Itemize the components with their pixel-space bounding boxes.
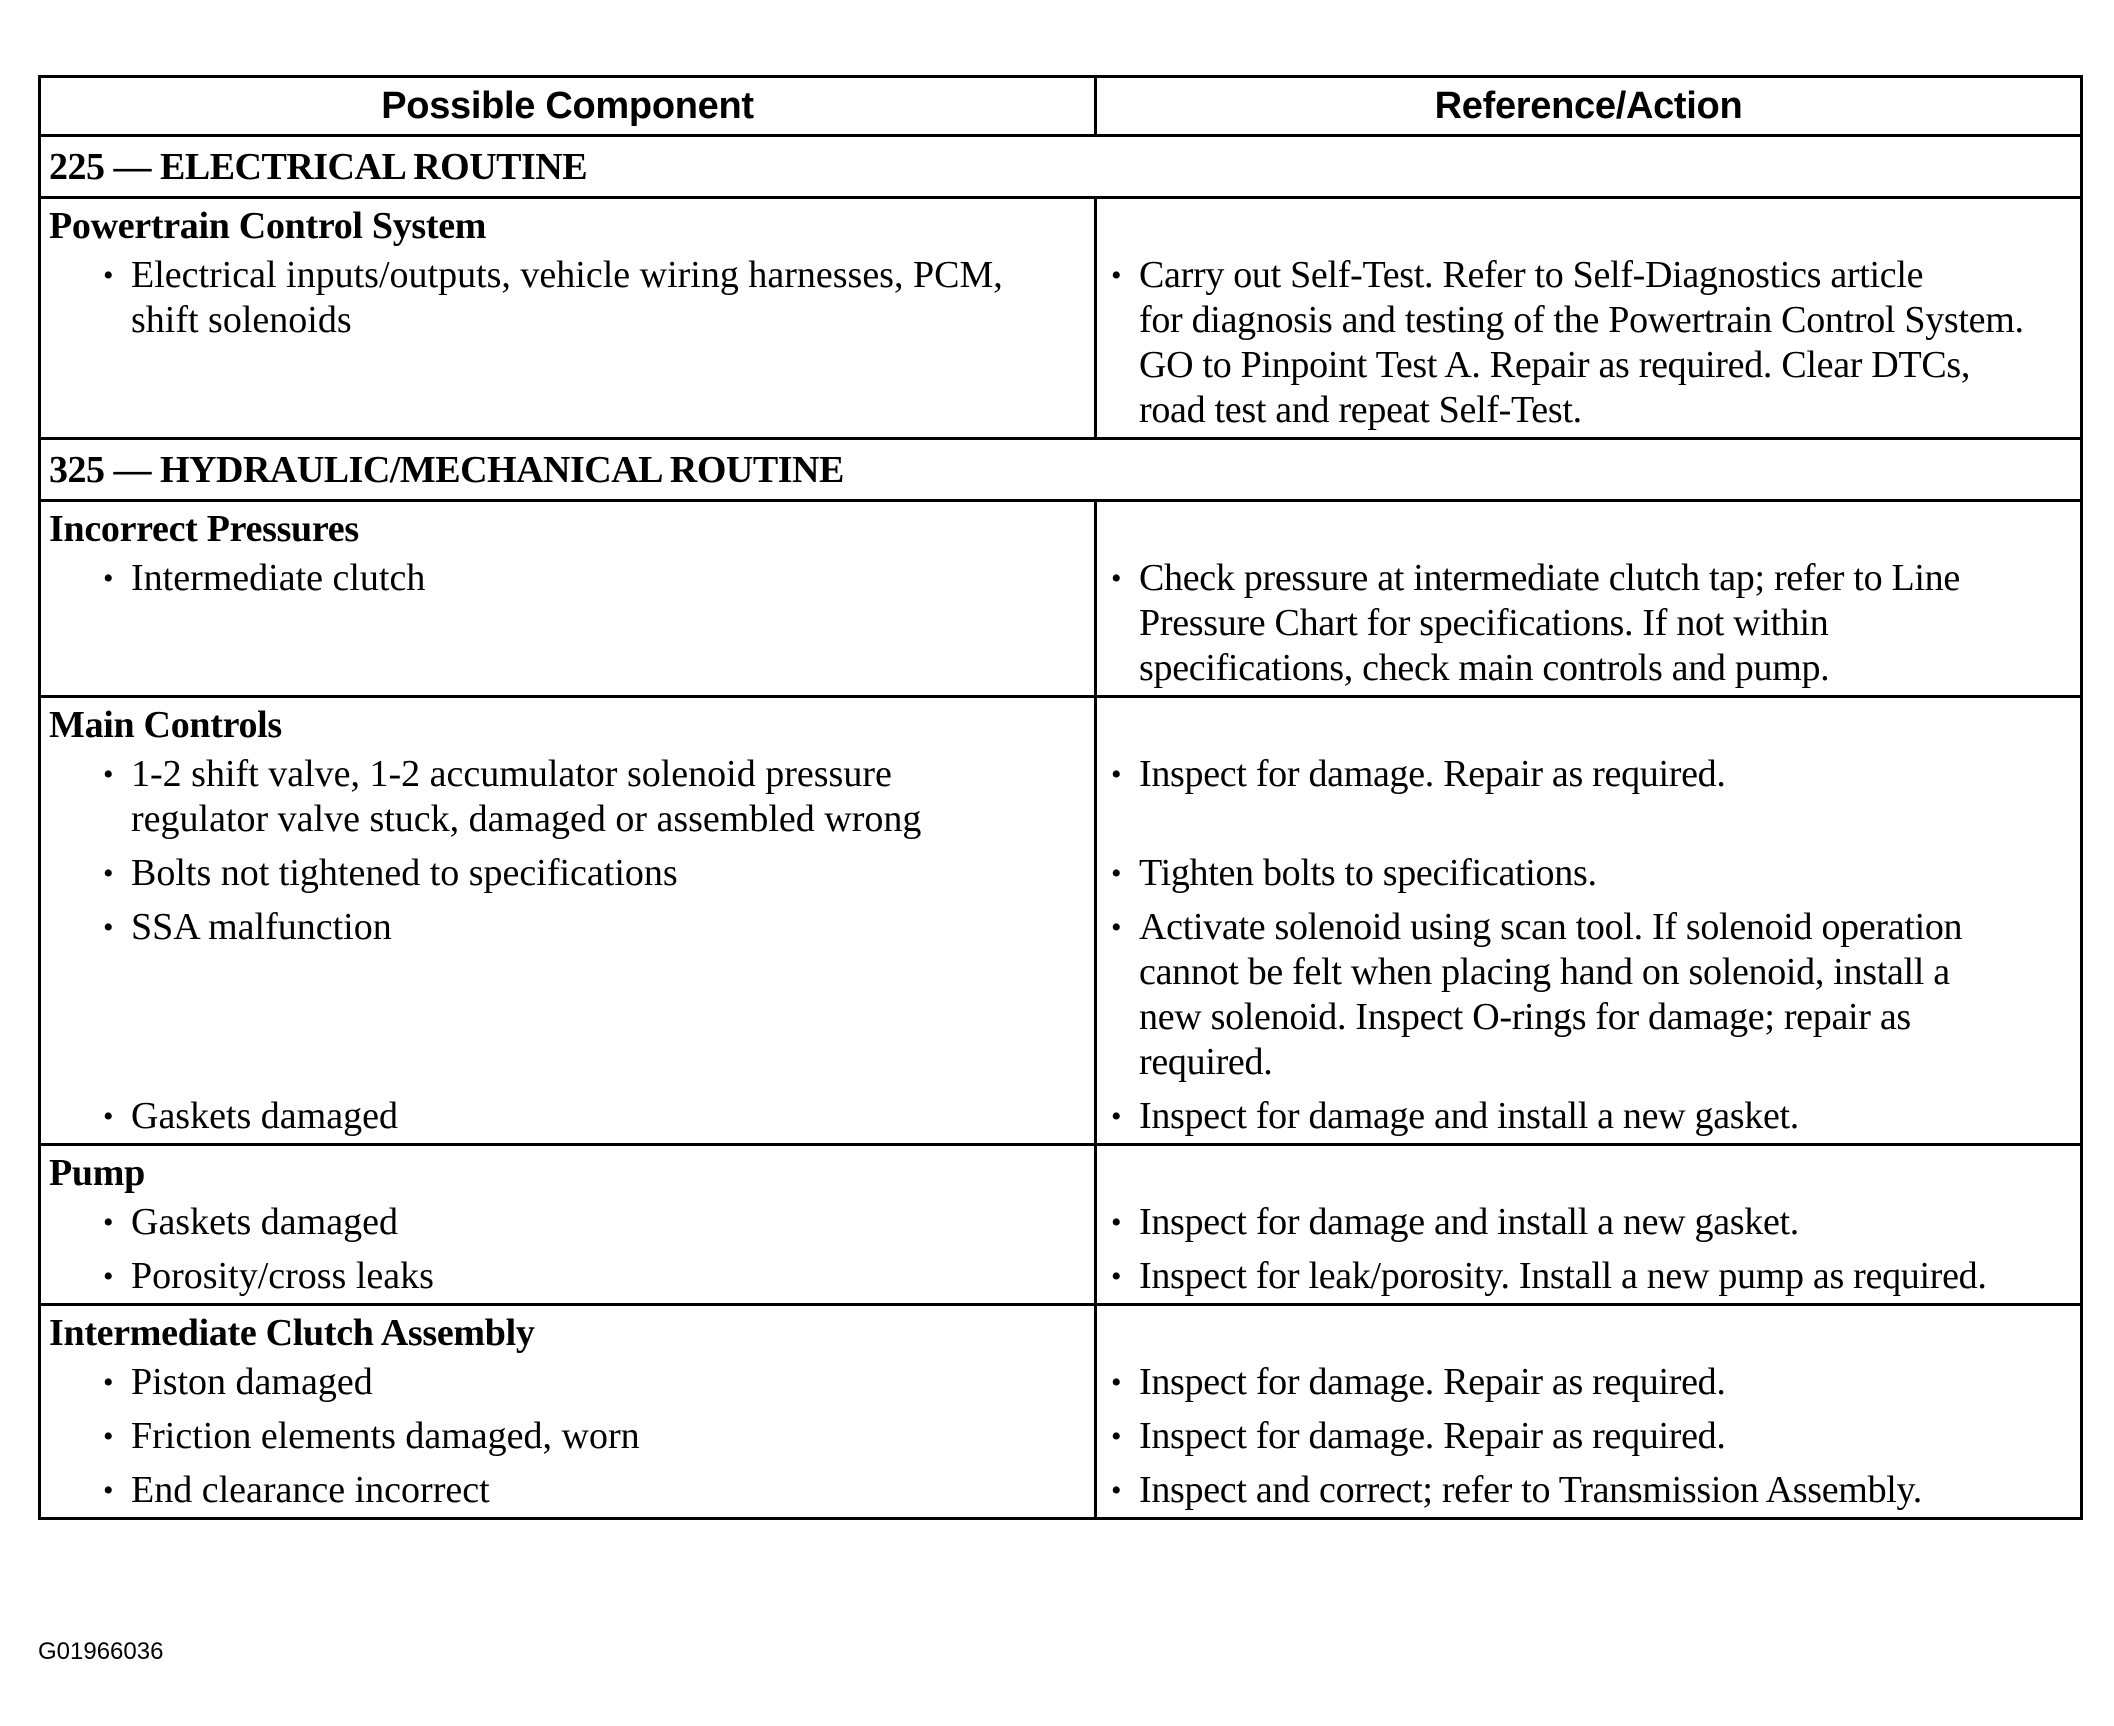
item-gap — [1097, 1245, 2080, 1254]
action-line — [1097, 905, 2080, 950]
group-title: Incorrect Pressures — [49, 508, 359, 550]
bullet-icon: • — [1111, 1206, 1122, 1239]
component-line — [41, 1468, 1094, 1513]
component-line — [41, 905, 1094, 950]
component-text: Intermediate clutch — [131, 557, 426, 599]
component-line — [41, 752, 1094, 797]
component-text — [131, 343, 1074, 388]
component-text: Bolts not tightened to specifications — [131, 852, 678, 894]
bullet-icon: • — [103, 857, 114, 890]
component-text — [131, 646, 1074, 691]
bullet-icon: • — [103, 911, 114, 944]
item-gap — [41, 896, 1094, 905]
action-cell — [1097, 1146, 2080, 1303]
action-cell — [1097, 1306, 2080, 1517]
group-row — [41, 196, 2080, 437]
item-gap — [41, 1405, 1094, 1414]
column-header-component: Possible Component — [41, 78, 1097, 134]
component-line — [41, 1414, 1094, 1459]
item-gap — [41, 1245, 1094, 1254]
group-title-spacer — [1097, 1146, 2080, 1200]
bullet-icon: • — [1111, 911, 1122, 944]
bullet-icon: • — [103, 1206, 114, 1239]
component-text — [131, 388, 1074, 433]
component-text: Porosity/cross leaks — [131, 1255, 434, 1297]
action-line — [1097, 388, 2080, 433]
action-text: Check pressure at intermediate clutch tap; refer to Line — [1139, 557, 1960, 599]
action-line — [1097, 851, 2080, 896]
item-gap — [1097, 1085, 2080, 1094]
component-line — [41, 646, 1094, 691]
bullet-icon: • — [1111, 562, 1122, 595]
action-text: new solenoid. Inspect O-rings for damage; repair as — [1139, 996, 1911, 1038]
component-text: 1-2 shift valve, 1-2 accumulator solenoid pressure — [131, 753, 892, 795]
component-line — [41, 298, 1094, 343]
bullet-icon: • — [103, 259, 114, 292]
group-row — [41, 1143, 2080, 1303]
bullet-icon: • — [1111, 1420, 1122, 1453]
component-line — [41, 556, 1094, 601]
component-line — [41, 1200, 1094, 1245]
action-line — [1097, 556, 2080, 601]
action-line — [1097, 298, 2080, 343]
action-text: Inspect for leak/porosity. Install a new pump as required. — [1139, 1255, 1987, 1297]
item-gap — [41, 1085, 1094, 1094]
bullet-icon: • — [1111, 1100, 1122, 1133]
group-title-spacer — [1097, 1306, 2080, 1360]
action-line — [1097, 253, 2080, 298]
group-title-spacer — [1097, 199, 2080, 253]
component-text: shift solenoids — [131, 299, 352, 341]
component-cell — [41, 1306, 1097, 1517]
action-text: cannot be felt when placing hand on solenoid, install a — [1139, 951, 1950, 993]
action-line — [1097, 752, 2080, 797]
diagnostic-table — [38, 75, 2083, 1520]
action-text: Activate solenoid using scan tool. If solenoid operation — [1139, 906, 1963, 948]
action-text: specifications, check main controls and pump. — [1139, 647, 1830, 689]
group-title: Powertrain Control System — [49, 205, 487, 247]
bullet-icon: • — [103, 562, 114, 595]
action-text: required. — [1139, 1041, 1273, 1083]
action-text: Tighten bolts to specifications. — [1139, 852, 1597, 894]
item-gap — [1097, 1405, 2080, 1414]
action-text: for diagnosis and testing of the Powertrain Control System. — [1139, 299, 2024, 341]
action-cell — [1097, 502, 2080, 695]
action-cell — [1097, 199, 2080, 437]
component-text: End clearance incorrect — [131, 1469, 490, 1511]
component-line — [41, 601, 1094, 646]
section-title: 225 — ELECTRICAL ROUTINE — [41, 134, 2080, 196]
bullet-icon: • — [1111, 1474, 1122, 1507]
component-text: Gaskets damaged — [131, 1201, 398, 1243]
item-gap — [41, 1459, 1094, 1468]
bullet-icon: • — [1111, 1260, 1122, 1293]
component-cell — [41, 199, 1097, 437]
bullet-icon: • — [103, 1100, 114, 1133]
group-row — [41, 1303, 2080, 1517]
action-text: Inspect for damage. Repair as required. — [1139, 1361, 1726, 1403]
component-line — [41, 388, 1094, 433]
bullet-icon: • — [1111, 1366, 1122, 1399]
item-gap — [1097, 842, 2080, 851]
table-body — [41, 134, 2080, 1517]
component-text: Friction elements damaged, worn — [131, 1415, 640, 1457]
bullet-icon: • — [103, 758, 114, 791]
action-line — [1097, 646, 2080, 691]
action-line — [1097, 797, 2080, 842]
bullet-icon: • — [103, 1474, 114, 1507]
action-text: road test and repeat Self-Test. — [1139, 389, 1582, 431]
component-cell — [41, 1146, 1097, 1303]
component-line — [41, 995, 1094, 1040]
bullet-icon: • — [1111, 259, 1122, 292]
component-cell — [41, 698, 1097, 1143]
component-line — [41, 797, 1094, 842]
group-title: Pump — [49, 1152, 145, 1194]
action-line — [1097, 1254, 2080, 1299]
action-line — [1097, 1414, 2080, 1459]
group-title-spacer — [1097, 698, 2080, 752]
component-text: Piston damaged — [131, 1361, 373, 1403]
item-gap — [1097, 896, 2080, 905]
component-line — [41, 253, 1094, 298]
component-line — [41, 950, 1094, 995]
component-line — [41, 1254, 1094, 1299]
group-title: Intermediate Clutch Assembly — [49, 1312, 535, 1354]
action-text: Inspect for damage and install a new gasket. — [1139, 1201, 1800, 1243]
item-gap — [41, 842, 1094, 851]
bullet-icon: • — [103, 1260, 114, 1293]
column-header-action: Reference/Action — [1434, 84, 1743, 127]
bullet-icon: • — [103, 1366, 114, 1399]
item-gap — [1097, 1459, 2080, 1468]
action-text: Carry out Self-Test. Refer to Self-Diagnostics article — [1139, 254, 1924, 296]
group-row — [41, 695, 2080, 1143]
action-line — [1097, 1040, 2080, 1085]
action-line — [1097, 1468, 2080, 1513]
action-text: Pressure Chart for specifications. If not within — [1139, 602, 1829, 644]
table-header-row — [41, 78, 2080, 134]
action-text: Inspect and correct; refer to Transmission Assembly. — [1139, 1469, 1922, 1511]
action-line — [1097, 1094, 2080, 1139]
action-line — [1097, 601, 2080, 646]
component-text — [131, 601, 1074, 646]
component-text — [131, 995, 1074, 1040]
action-line — [1097, 995, 2080, 1040]
component-text — [131, 1040, 1074, 1085]
figure-code: G01966036 — [38, 1638, 164, 1665]
action-line — [1097, 950, 2080, 995]
action-text: GO to Pinpoint Test A. Repair as required. Clear DTCs, — [1139, 344, 1971, 386]
component-line — [41, 343, 1094, 388]
action-line — [1097, 1200, 2080, 1245]
action-text: Inspect for damage. Repair as required. — [1139, 1415, 1726, 1457]
action-line — [1097, 1360, 2080, 1405]
component-cell — [41, 502, 1097, 695]
section-title: 325 — HYDRAULIC/MECHANICAL ROUTINE — [41, 437, 2080, 499]
bullet-icon: • — [103, 1420, 114, 1453]
action-cell — [1097, 698, 2080, 1143]
group-row — [41, 499, 2080, 695]
bullet-icon: • — [1111, 857, 1122, 890]
component-text — [131, 950, 1074, 995]
component-line — [41, 1040, 1094, 1085]
component-line — [41, 1094, 1094, 1139]
action-line — [1097, 343, 2080, 388]
group-title-spacer — [1097, 502, 2080, 556]
component-text: regulator valve stuck, damaged or assembled wrong — [131, 798, 922, 840]
component-line — [41, 851, 1094, 896]
action-text — [1139, 797, 2072, 842]
bullet-icon: • — [1111, 758, 1122, 791]
component-text: Gaskets damaged — [131, 1095, 398, 1137]
component-text: Electrical inputs/outputs, vehicle wiring harnesses, PCM, — [131, 254, 1003, 296]
action-text: Inspect for damage. Repair as required. — [1139, 753, 1726, 795]
component-line — [41, 1360, 1094, 1405]
action-text: Inspect for damage and install a new gasket. — [1139, 1095, 1800, 1137]
group-title: Main Controls — [49, 704, 282, 746]
component-text: SSA malfunction — [131, 906, 392, 948]
